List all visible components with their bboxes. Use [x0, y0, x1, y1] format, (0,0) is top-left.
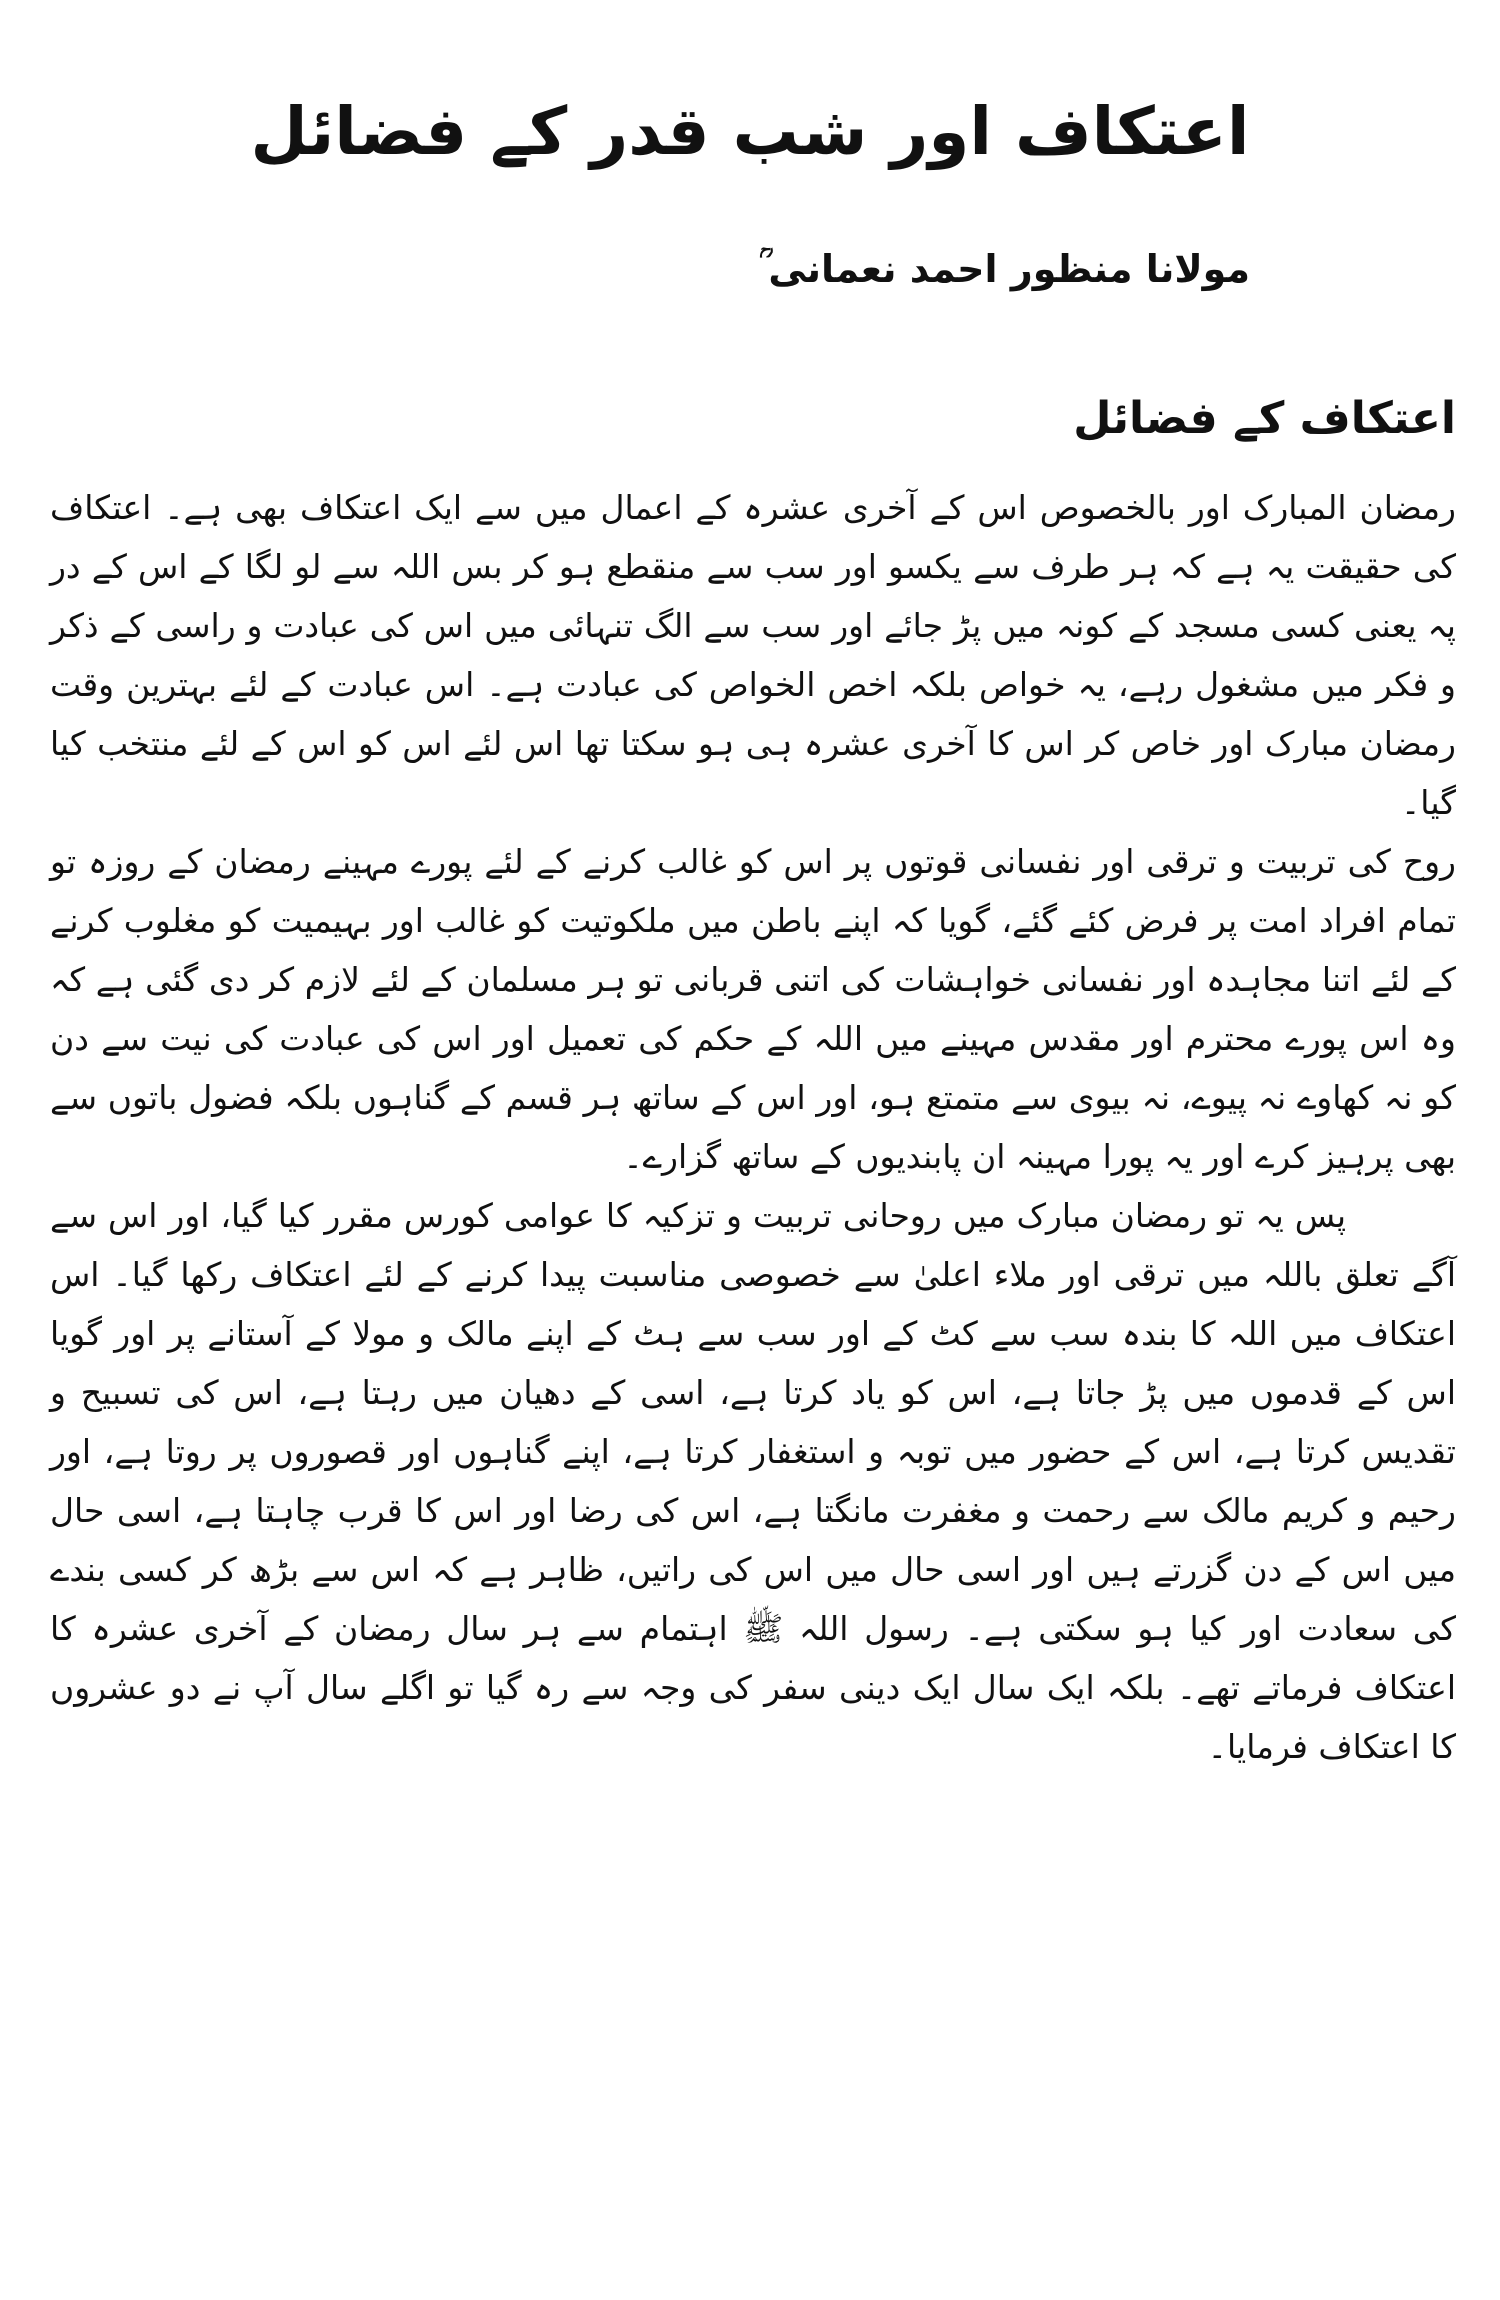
paragraph-3: پس یہ تو رمضان مبارک میں روحانی تربیت و تزکیہ کا عوامی کورس مقرر کیا گیا، اور اس سے آگے تعلق باللہ میں ترقی اور ملاء اعلیٰ سے خصوصی مناسبت پیدا کرنے کے لئے اعتکاف رکھا گیا۔ اس اعتکاف میں اللہ کا بندہ سب سے کٹ کے اور سب سے ہٹ کے اپنے مالک و مولا کے آستانے پر اور گویا اس کے قدموں میں پڑ جاتا ہے، اس کو یاد کرتا ہے، اسی کے دھیان میں رہتا ہے، اس کی تسبیح و تقدیس کرتا ہے، اس کے حضور میں توبہ و استغفار کرتا ہے، اپنے گناہوں اور قصوروں پر روتا ہے، اور رحیم و کریم مالک سے رحمت و مغفرت مانگتا ہے، اس کی رضا اور اس کا قرب چاہتا ہے، اسی حال میں اس کے دن گزرتے ہیں اور اسی حال میں اس کی راتیں، ظاہر ہے کہ اس سے بڑھ کر کسی بندے کی سعادت اور کیا ہو سکتی ہے۔ رسول اللہ ﷺ اہتمام سے ہر سال رمضان کے آخری عشرہ کا اعتکاف فرماتے تھے۔ بلکہ ایک سال ایک دینی سفر کی وجہ سے رہ گیا تو اگلے سال آپ نے دو عشروں کا اعتکاف فرمایا۔ — [50, 1196, 1456, 1766]
paragraph-1: رمضان المبارک اور بالخصوص اس کے آخری عشرہ کے اعمال میں سے ایک اعتکاف بھی ہے۔ اعتکاف کی حقیقت یہ ہے کہ ہر طرف سے یکسو اور سب سے منقطع ہو کر بس اللہ سے لو لگا کے اس کے در پہ یعنی کسی مسجد کے کونہ میں پڑ جائے اور سب سے الگ تنہائی میں اس کی عبادت و راسی کے ذکر و فکر میں مشغول رہے، یہ خواص بلکہ اخص الخواص کی عبادت ہے۔ اس عبادت کے لئے بہترین وقت رمضان مبارک اور خاص کر اس کا آخری عشرہ ہی ہو سکتا تھا اس لئے اس کو اس کے لئے منتخب کیا گیا۔ — [50, 488, 1456, 822]
author-name: مولانا منظور احمد نعمانی ؒ — [758, 247, 1250, 291]
document-title: اعتکاف اور شب قدر کے فضائل — [250, 93, 1250, 170]
body-text — [50, 478, 1456, 1776]
section-heading: اعتکاف کے فضائل — [1073, 393, 1456, 444]
paragraph-2: روح کی تربیت و ترقی اور نفسانی قوتوں پر اس کو غالب کرنے کے لئے پورے مہینے رمضان کے روزہ تو تمام افراد امت پر فرض کئے گئے، گویا کہ اپنے باطن میں ملکوتیت کو غالب اور بہیمیت کو مغلوب کرنے کے لئے اتنا مجاہدہ اور نفسانی خواہشات کی اتنی قربانی تو ہر مسلمان کے لئے لازم کر دی گئی ہے کہ وہ اس پورے محترم اور مقدس مہینے میں اللہ کے حکم کی تعمیل اور اس کی عبادت کی نیت سے دن کو نہ کھاوے نہ پیوے، نہ بیوی سے متمتع ہو، اور اس کے ساتھ ہر قسم کے گناہوں بلکہ فضول باتوں سے بھی پرہیز کرے اور یہ پورا مہینہ ان پابندیوں کے ساتھ گزارے۔ — [50, 842, 1456, 1176]
